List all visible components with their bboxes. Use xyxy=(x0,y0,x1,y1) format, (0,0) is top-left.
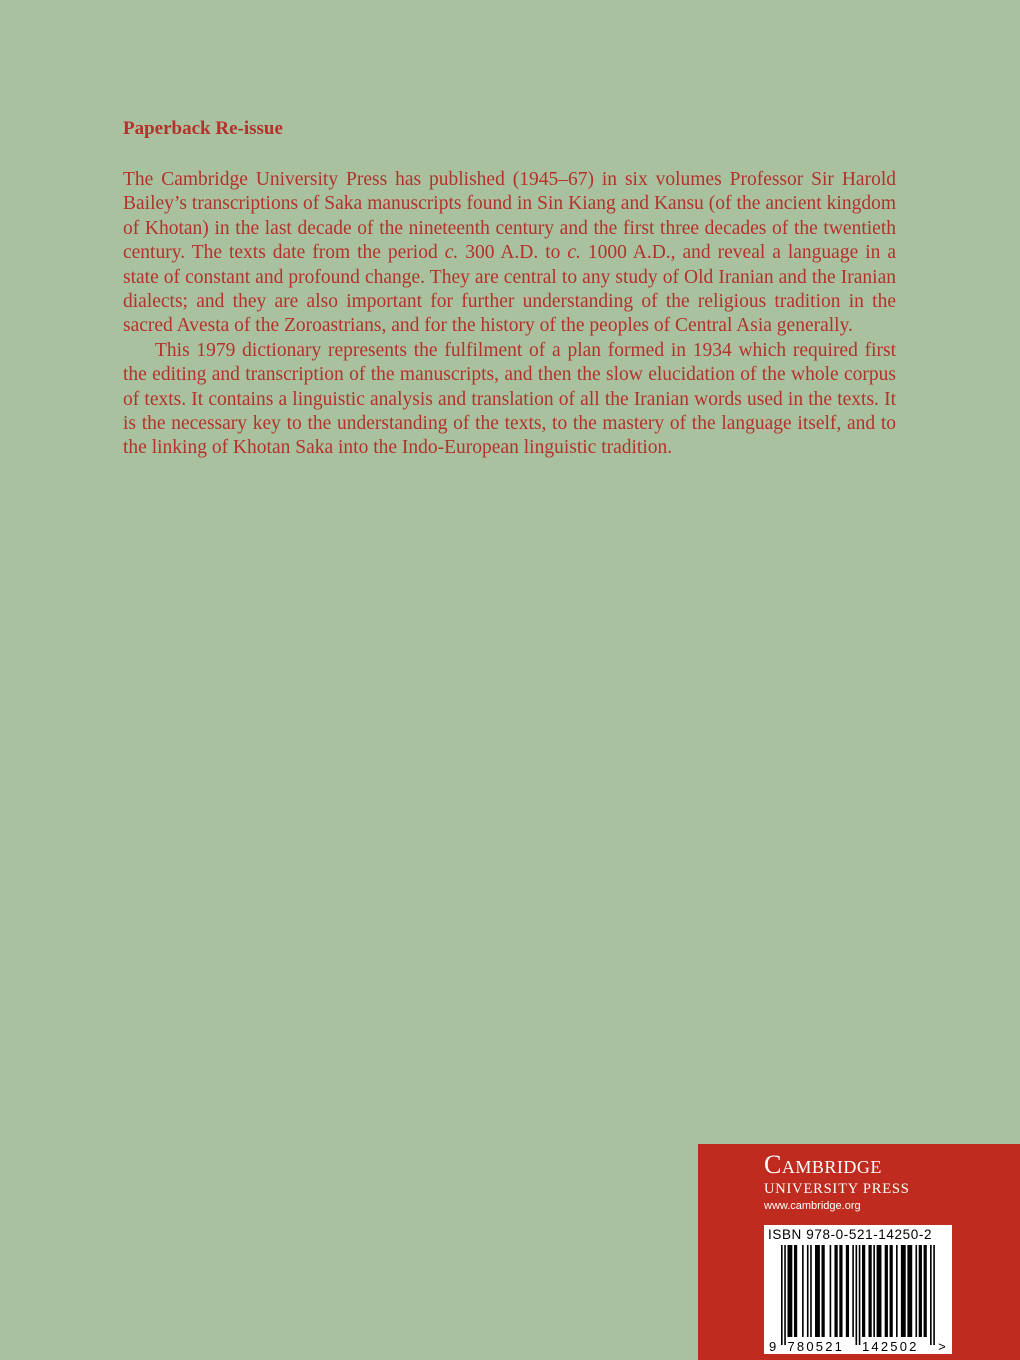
blurb-para1-part-b: 300 A.D. to xyxy=(458,242,568,264)
barcode-left-digits: 780521 xyxy=(787,1339,845,1354)
barcode-bar xyxy=(868,1245,871,1337)
barcode xyxy=(764,1225,952,1354)
barcode-bar xyxy=(930,1245,932,1345)
publisher-url: www.cambridge.org xyxy=(764,1200,861,1212)
barcode-bar xyxy=(802,1245,804,1337)
isbn-label: ISBN 978-0-521-14250-2 xyxy=(768,1227,933,1242)
barcode-bar xyxy=(885,1245,888,1337)
blurb-paragraph-2: This 1979 dictionary represents the fulfilment of a plan formed in 1934 which required first the editing and transcription of the manuscripts, and then the slow elucidation of the whole corpus of texts. It contains a linguistic analysis and translation of all the Iranian words used in the texts. It is the necessary key to the understanding of the texts, to the mastery of the language itself, and to the linking of Khotan Saka into the Indo-European linguistic tradition. xyxy=(123,339,896,459)
heading-paperback-reissue: Paperback Re-issue xyxy=(123,118,283,139)
publisher-block xyxy=(698,1144,1020,1360)
barcode-bar xyxy=(907,1245,912,1337)
barcode-right-digits: 142502 xyxy=(862,1339,919,1354)
barcode-bar xyxy=(856,1245,858,1345)
barcode-bar xyxy=(915,1245,917,1337)
barcode-bar xyxy=(784,1245,786,1345)
barcode-bar xyxy=(919,1245,922,1337)
barcode-bar xyxy=(877,1245,882,1337)
barcode-bar xyxy=(901,1245,906,1337)
barcode-bar xyxy=(890,1245,893,1337)
barcode-bar xyxy=(839,1245,842,1337)
barcode-bar xyxy=(815,1245,820,1337)
barcode-bar xyxy=(781,1245,783,1345)
barcode-bar xyxy=(924,1245,927,1337)
barcode-bar xyxy=(896,1245,898,1337)
barcode-bar xyxy=(933,1245,935,1345)
barcode-bar xyxy=(846,1245,849,1337)
barcode-bar xyxy=(830,1245,832,1337)
publisher-name: Cambridge xyxy=(764,1150,882,1179)
circa-abbrev-1: c. xyxy=(444,242,459,264)
barcode-bar xyxy=(873,1245,875,1337)
barcode-bar xyxy=(787,1245,792,1337)
barcode-lead-digit: 9 xyxy=(769,1339,779,1354)
barcode-bar xyxy=(810,1245,812,1337)
barcode-bar xyxy=(859,1245,861,1345)
publisher-subtitle: UNIVERSITY PRESS xyxy=(764,1181,910,1197)
blurb-paragraph-1 xyxy=(123,168,896,339)
blurb-para1-part-c: 1000 A.D., and reveal a language in a state of constant and profound change. They are central to any study of Old Iranian and the Iranian dialects; and they are also important for further understanding of the religious tradition in the sacred Avesta of the Zoroastrians, and for the history of the peoples of Central Asia generally. xyxy=(123,242,896,337)
barcode-quiet-zone-mark: > xyxy=(938,1339,948,1354)
barcode-bar xyxy=(852,1245,854,1337)
back-cover-blurb xyxy=(123,168,896,461)
barcode-bar xyxy=(862,1245,865,1337)
barcode-bar xyxy=(794,1245,797,1337)
barcode-bar xyxy=(822,1245,825,1337)
blurb-para1-part-a: The Cambridge University Press has published (1945–67) in six volumes Professor Sir Harold Bailey’s transcriptions of Saka manuscripts found in Sin Kiang and Kansu (of the ancient kingdom of Khotan) in the last decade of the nineteenth century and the first three decades of the twentieth century. The texts date from the period xyxy=(123,169,896,264)
barcode-bar xyxy=(834,1245,837,1337)
barcode-box xyxy=(764,1225,952,1354)
circa-abbrev-2: c. xyxy=(567,242,581,264)
barcode-bar xyxy=(807,1245,809,1337)
